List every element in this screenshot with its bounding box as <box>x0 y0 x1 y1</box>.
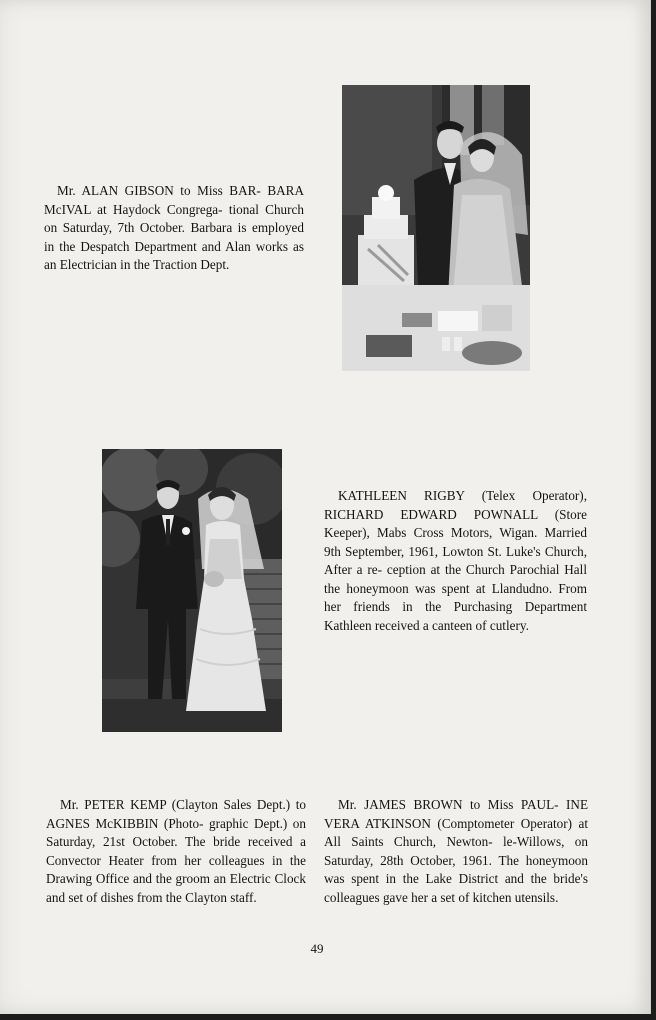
announcement-rigby-pownall: KATHLEEN RIGBY (Telex Operator), RICHARD EDWARD POWNALL (Store Keeper), Mabs Cross Motors, Wigan. Married 9th September, 1961, Lowton St. Luke's Church, After a re- ception at the Church Parochial Hall the honeymoon was spent at Llandudno. From her friends in the Purchasing Department Kathleen received a canteen of cutlery. <box>324 488 587 633</box>
wedding-couple-photo <box>102 449 282 732</box>
announcement-kemp-mckibbin: Mr. PETER KEMP (Clayton Sales Dept.) to AGNES McKIBBIN (Photo- graphic Dept.) on Saturday, 21st October. The bride received a Convector Heater from her colleagues in the Drawing Office and the groom an Electric Clock and set of dishes from the Clayton staff. <box>46 797 306 905</box>
announcement-gibson-mcival: Mr. ALAN GIBSON to Miss BAR- BARA McIVAL at Haydock Congrega- tional Church on Saturday, 7th October. Barbara is employed in the Despatch Department and Alan works as an Electrician in the Traction Dept. <box>44 183 304 272</box>
page-number: 49 <box>310 941 324 956</box>
wedding-cake-photo <box>342 85 530 371</box>
announcement-brown-atkinson: Mr. JAMES BROWN to Miss PAUL- INE VERA ATKINSON (Comptometer Operator) at All Saints Church, Newton- le-Willows, on Saturday, 28th October, 1961. The honeymoon was spent in the Lake District and the bride's colleagues gave her a set of kitchen utensils. <box>324 797 588 905</box>
